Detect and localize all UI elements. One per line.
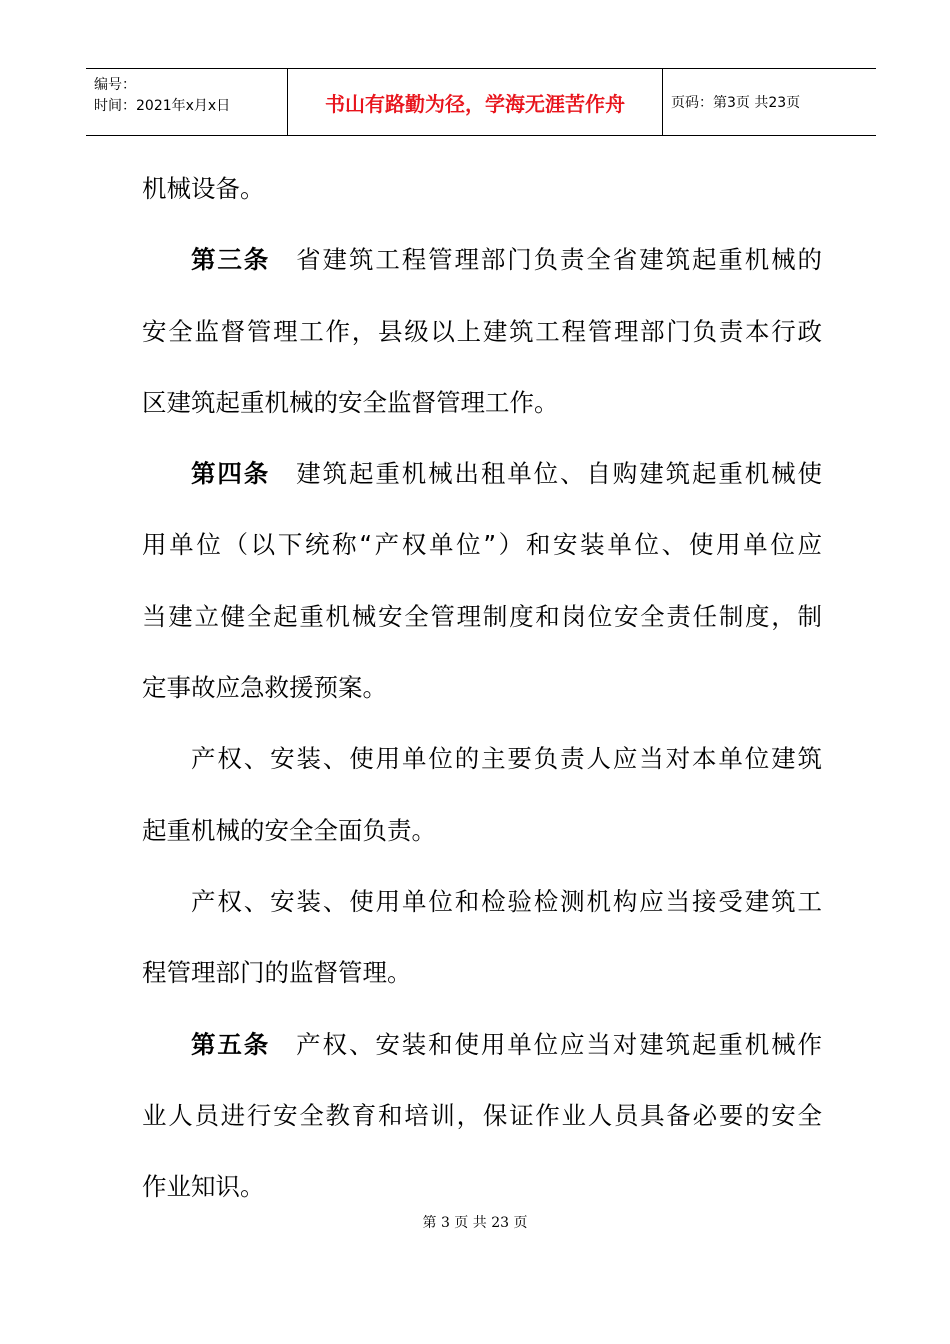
header-motto: 书山有路勤为径，学海无涯苦作舟 <box>325 91 625 116</box>
text-line: 业人员进行安全教育和培训，保证作业人员具备必要的安全 <box>142 1100 822 1130</box>
header-meta <box>94 75 284 117</box>
text-line: 建筑起重机械出租单位、自购建筑起重机械使 <box>296 459 823 489</box>
time-label: 时间：2021年x月x日 <box>94 98 231 114</box>
header-page-info: 页码：第3页 共23页 <box>671 95 801 111</box>
text-line: 安全监督管理工作，县级以上建筑工程管理部门负责本行政 <box>142 316 822 346</box>
text-line: 用单位（以下统称“产权单位”）和安装单位、使用单位应 <box>142 530 822 560</box>
article-3-line <box>142 233 822 304</box>
article-3-number: 第三条 <box>191 245 271 275</box>
page-footer: 第 3 页 共 23 页 <box>422 1215 528 1231</box>
text-line: 作业知识。 <box>142 1172 265 1202</box>
article-5-number: 第五条 <box>191 1029 271 1059</box>
article-5-line <box>142 1018 822 1089</box>
article-4-line <box>142 447 822 518</box>
text-line: 省建筑工程管理部门负责全省建筑起重机械的 <box>296 245 823 275</box>
text-line: 产权、安装、使用单位和检验检测机构应当接受建筑工 <box>191 886 822 916</box>
text-line: 定事故应急救援预案。 <box>142 673 387 703</box>
text-line: 区建筑起重机械的安全监督管理工作。 <box>142 387 559 417</box>
text-line: 程管理部门的监督管理。 <box>142 958 412 988</box>
serial-number-label: 编号： <box>94 77 136 93</box>
page-header <box>86 68 876 136</box>
text-line: 产权、安装和使用单位应当对建筑起重机械作 <box>296 1029 823 1059</box>
document-body <box>142 162 822 1231</box>
text-line: 产权、安装、使用单位的主要负责人应当对本单位建筑 <box>191 744 822 774</box>
text-line: 机械设备。 <box>142 174 265 203</box>
article-4-number: 第四条 <box>191 459 271 489</box>
text-line: 当建立健全起重机械安全管理制度和岗位安全责任制度，制 <box>142 601 822 631</box>
text-line: 起重机械的安全全面负责。 <box>142 815 436 845</box>
